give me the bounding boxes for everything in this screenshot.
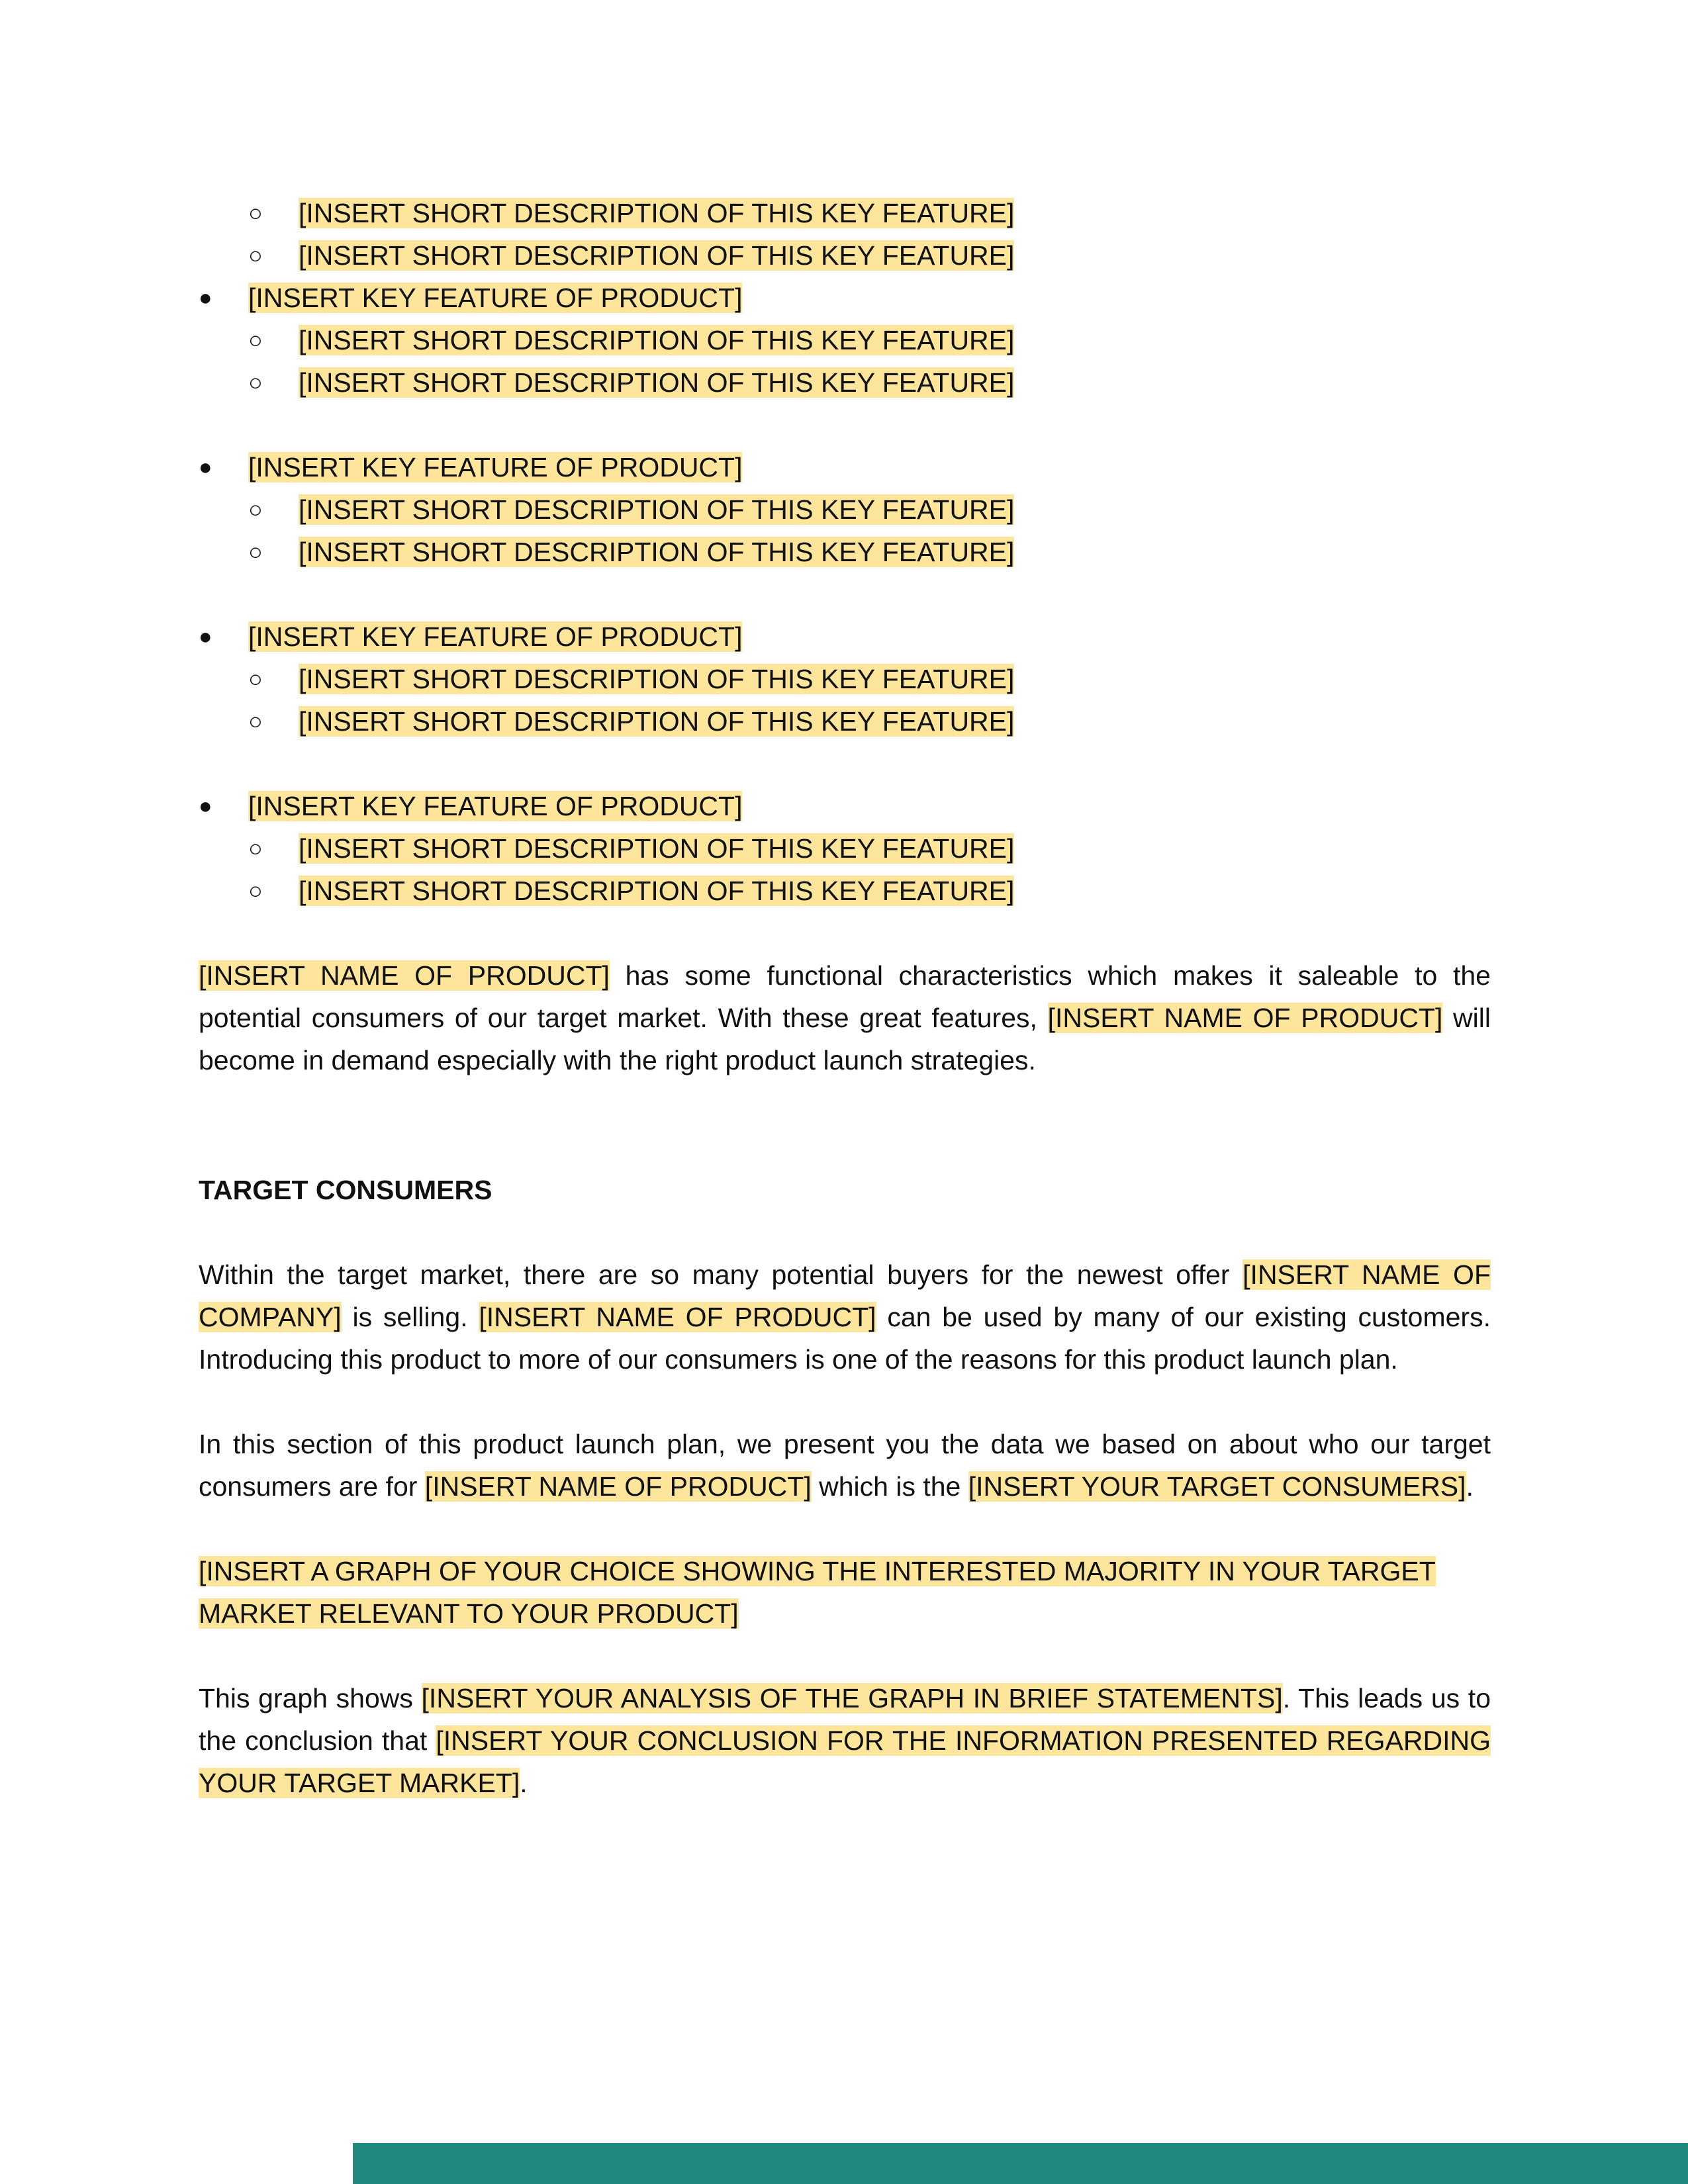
- key-features-list: [199, 192, 1491, 912]
- paragraph-text: In this section of this product launch plan, we present you the data we based on about who our target consumers are for: [199, 1429, 1491, 1502]
- hollow-bullet-icon: ○: [248, 242, 263, 269]
- conclusion-placeholder: [INSERT YOUR CONCLUSION FOR THE INFORMATION PRESENTED REGARDING YOUR TARGET MARKET]: [199, 1725, 1491, 1798]
- feature-description: [199, 234, 1491, 277]
- feature-description-text: [INSERT SHORT DESCRIPTION OF THIS KEY FEATURE]: [299, 367, 1015, 398]
- summary-text: has some functional characteristics which makes it saleable to the potential consumers of our target market. With these great features,: [199, 960, 1491, 1033]
- product-name-placeholder: [INSERT NAME OF PRODUCT]: [424, 1471, 812, 1502]
- hollow-bullet-icon: ○: [248, 369, 263, 396]
- feature-description-text: [INSERT SHORT DESCRIPTION OF THIS KEY FEATURE]: [299, 876, 1015, 906]
- target-paragraph-1: [199, 1253, 1491, 1381]
- feature-description-text: [INSERT SHORT DESCRIPTION OF THIS KEY FEATURE]: [299, 240, 1015, 271]
- feature-description: [199, 488, 1491, 531]
- graph-placeholder: [INSERT A GRAPH OF YOUR CHOICE SHOWING THE INTERESTED MAJORITY IN YOUR TARGET MARKET RELEVANT TO YOUR PRODUCT]: [199, 1556, 1436, 1629]
- feature-description-text: [INSERT SHORT DESCRIPTION OF THIS KEY FEATURE]: [299, 494, 1015, 525]
- hollow-bullet-icon: ○: [248, 538, 263, 565]
- paragraph-text: can be used by many of our existing customers. Introducing this product to more of our consumers is one of the reasons for this product launch plan.: [199, 1302, 1491, 1375]
- feature-description: [199, 319, 1491, 361]
- feature-description: [199, 658, 1491, 700]
- solid-bullet-icon: ●: [199, 794, 212, 819]
- paragraph-text: Within the target market, there are so many potential buyers for the newest offer: [199, 1259, 1243, 1290]
- feature-label: [INSERT KEY FEATURE OF PRODUCT]: [248, 791, 743, 821]
- product-name-placeholder: [INSERT NAME OF PRODUCT]: [199, 960, 610, 991]
- feature-description-text: [INSERT SHORT DESCRIPTION OF THIS KEY FEATURE]: [299, 198, 1015, 228]
- feature-label: [INSERT KEY FEATURE OF PRODUCT]: [248, 452, 743, 482]
- feature-description-text: [INSERT SHORT DESCRIPTION OF THIS KEY FEATURE]: [299, 537, 1015, 567]
- hollow-bullet-icon: ○: [248, 707, 263, 735]
- paragraph-text: . This leads us to the conclusion that: [199, 1683, 1491, 1756]
- hollow-bullet-icon: ○: [248, 835, 263, 862]
- feature-description-text: [INSERT SHORT DESCRIPTION OF THIS KEY FEATURE]: [299, 706, 1015, 737]
- graph-analysis-placeholder: [INSERT YOUR ANALYSIS OF THE GRAPH IN BRIEF STATEMENTS]: [421, 1683, 1283, 1713]
- feature-item: [199, 615, 1491, 658]
- hollow-bullet-icon: ○: [248, 496, 263, 523]
- feature-description: [199, 700, 1491, 743]
- feature-description: [199, 827, 1491, 870]
- paragraph-text: .: [1466, 1471, 1474, 1502]
- summary-paragraph: [199, 954, 1491, 1081]
- paragraph-text: .: [520, 1768, 528, 1798]
- solid-bullet-icon: ●: [199, 285, 212, 310]
- feature-description: [199, 361, 1491, 404]
- feature-item: [199, 446, 1491, 488]
- paragraph-text: which is the: [811, 1471, 968, 1502]
- solid-bullet-icon: ●: [199, 624, 212, 649]
- paragraph-text: is selling.: [341, 1302, 479, 1332]
- paragraph-text: This graph shows: [199, 1683, 422, 1713]
- feature-description: [199, 870, 1491, 912]
- feature-description: [199, 531, 1491, 573]
- product-name-placeholder: [INSERT NAME OF PRODUCT]: [1047, 1003, 1443, 1033]
- feature-label: [INSERT KEY FEATURE OF PRODUCT]: [248, 621, 743, 652]
- feature-label: [INSERT KEY FEATURE OF PRODUCT]: [248, 283, 743, 313]
- feature-description-text: [INSERT SHORT DESCRIPTION OF THIS KEY FEATURE]: [299, 325, 1015, 355]
- target-paragraph-2: [199, 1423, 1491, 1508]
- hollow-bullet-icon: ○: [248, 326, 263, 353]
- hollow-bullet-icon: ○: [248, 877, 263, 904]
- target-paragraph-3: [199, 1677, 1491, 1804]
- section-heading: TARGET CONSUMERS: [199, 1175, 492, 1205]
- hollow-bullet-icon: ○: [248, 199, 263, 226]
- feature-description-text: [INSERT SHORT DESCRIPTION OF THIS KEY FEATURE]: [299, 833, 1015, 864]
- hollow-bullet-icon: ○: [248, 665, 263, 692]
- company-name-placeholder: [INSERT NAME OF COMPANY]: [199, 1259, 1491, 1332]
- solid-bullet-icon: ●: [199, 455, 212, 480]
- feature-description-text: [INSERT SHORT DESCRIPTION OF THIS KEY FEATURE]: [299, 664, 1015, 694]
- target-consumers-placeholder: [INSERT YOUR TARGET CONSUMERS]: [968, 1471, 1466, 1502]
- footer-bar: [353, 2143, 1688, 2184]
- product-name-placeholder: [INSERT NAME OF PRODUCT]: [479, 1302, 876, 1332]
- feature-description: [199, 192, 1491, 234]
- page-content: [199, 192, 1491, 1804]
- graph-placeholder-paragraph: [199, 1550, 1491, 1635]
- summary-text: will become in demand especially with the right product launch strategies.: [199, 1003, 1491, 1075]
- feature-item: [199, 785, 1491, 827]
- feature-item: [199, 277, 1491, 319]
